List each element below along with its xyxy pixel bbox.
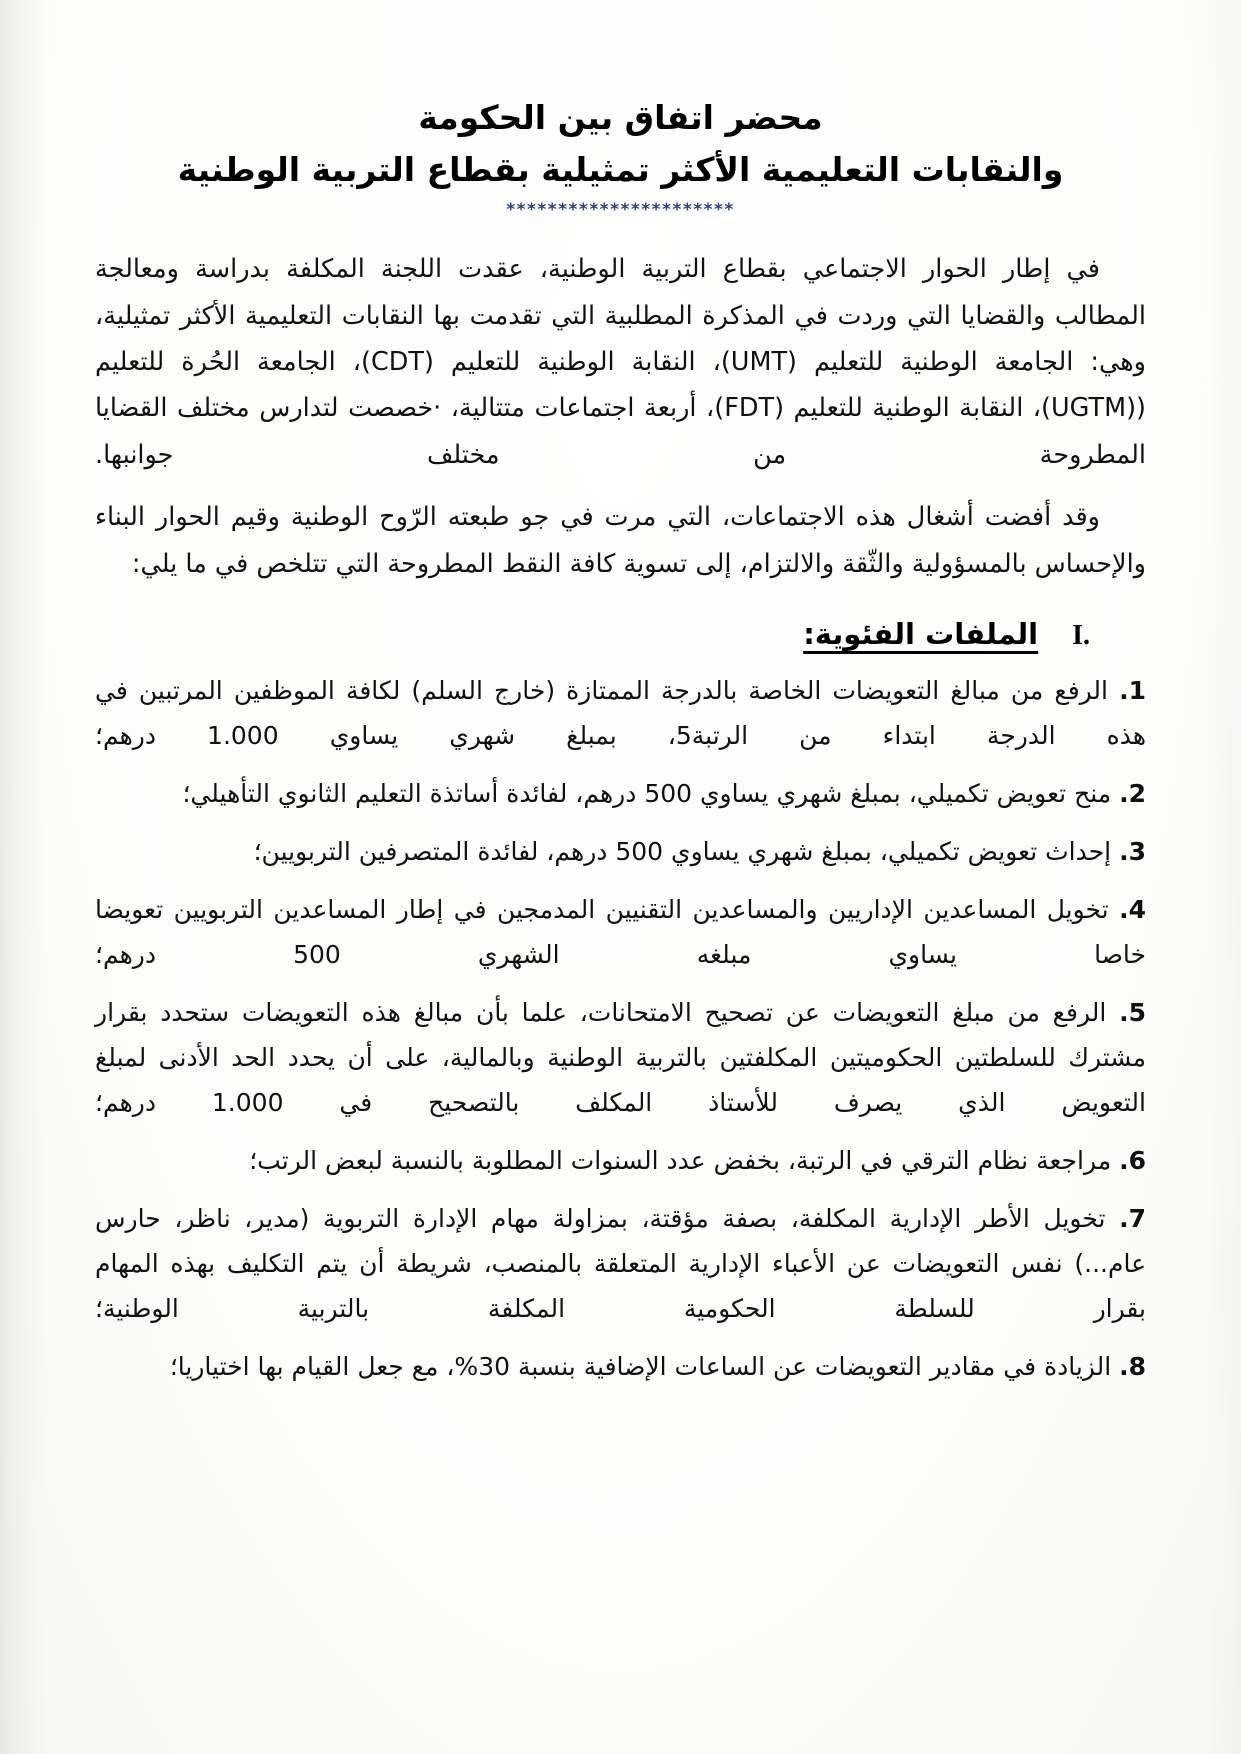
item-number: 3. — [1119, 837, 1146, 867]
item-text: الرفع من مبالغ التعويضات الخاصة بالدرجة الممتازة (خارج السلم) لكافة الموظفين المرتبين في هذه الدرجة ابتداء من الرتبة5، بمبلغ شهري يساوي 1.000 درهم؛ — [95, 676, 1147, 751]
list-item — [95, 771, 1146, 816]
item-text: منح تعويض تكميلي، بمبلغ شهري يساوي 500 درهم، لفائدة أساتذة التعليم الثانوي التأهيلي؛ — [182, 779, 1112, 809]
item-text: الرفع من مبلغ التعويضات عن تصحيح الامتحانات، علما بأن مبالغ هذه التعويضات ستحدد بقرار مشترك للسلطتين الحكوميتين المكلفتين بالتربية الوطنية وبالمالية، على أن يحدد الحد الأدنى لمبلغ التعويض الذي يصرف للأستاذ المكلف بالتصحيح في 1.000 درهم؛ — [95, 998, 1146, 1118]
item-number: 1. — [1119, 676, 1146, 706]
intro-paragraph-2: وقد أفضت أشغال هذه الاجتماعات، التي مرت في جو طبعته الرّوح الوطنية وقيم الحوار البناء والإحساس بالمسؤولية والثّقة والالتزام، إلى تسوية كافة النقط المطروحة التي تتلخص في ما يلي: — [95, 502, 1146, 579]
asterisk-separator: ********************** — [506, 200, 735, 221]
title-line-1: محضر اتفاق بين الحكومة — [418, 98, 823, 137]
scan-edge-left — [0, 0, 46, 1754]
list-item — [95, 829, 1146, 874]
item-text: مراجعة نظام الترقي في الرتبة، بخفض عدد السنوات المطلوبة بالنسبة لبعض الرتب؛ — [249, 1146, 1112, 1176]
section-heading-categorical-files — [95, 617, 1146, 652]
item-number: 5. — [1119, 998, 1146, 1028]
list-item — [95, 1138, 1146, 1183]
item-number: 2. — [1119, 779, 1146, 809]
list-item — [95, 668, 1146, 758]
section-title: الملفات الفئوية: — [803, 617, 1039, 652]
page-title — [95, 0, 1146, 196]
item-text: الزيادة في مقادير التعويضات عن الساعات الإضافية بنسبة 30%، مع جعل القيام بها اختياريا؛ — [169, 1352, 1112, 1382]
intro-paragraph-1: في إطار الحوار الاجتماعي بقطاع التربية الوطنية، عقدت اللجنة المكلفة بدراسة ومعالجة المطالب والقضايا التي وردت في المذكرة المطلبية التي تقدمت بها النقابات التعليمية الأكثر تمثيلية، وهي: الجامعة الوطنية للتعليم (UMT)، النقابة الوطنية للتعليم (CDT)، الجامعة الحُرة للتعليم ((UGTM)، النقابة الوطنية للتعليم (FDT)، أربعة اجتماعات متتالية، ·خصصت لتدارس مختلف القضايا المطروحة من مختلف جوانبها. — [95, 254, 1146, 470]
section-number: I. — [1072, 620, 1090, 652]
item-text: إحداث تعويض تكميلي، بمبلغ شهري يساوي 500 درهم، لفائدة المتصرفين التربويين؛ — [253, 837, 1112, 867]
numbered-items-list — [95, 668, 1146, 1389]
item-number: 8. — [1119, 1352, 1146, 1382]
title-line-2: والنقابات التعليمية الأكثر تمثيلية بقطاع التربية الوطنية — [177, 150, 1064, 190]
item-text: تخويل المساعدين الإداريين والمساعدين التقنيين المدمجين في إطار المساعدين التربويين تعويضا خاصا يساوي مبلغه الشهري 500 درهم؛ — [95, 895, 1146, 970]
list-item — [95, 887, 1146, 977]
list-item — [95, 990, 1146, 1125]
scan-edge-right — [1207, 0, 1241, 1754]
item-number: 4. — [1119, 895, 1146, 925]
item-number: 7. — [1119, 1204, 1146, 1234]
item-number: 6. — [1119, 1146, 1146, 1176]
item-text: تخويل الأطر الإدارية المكلفة، بصفة مؤقتة، بمزاولة مهام الإدارة التربوية (مدير، ناظر، حارس عام...) نفس التعويضات عن الأعباء الإدارية المتعلقة بالمنصب، شريطة أن يتم التكليف بهذه المهام بقرار للسلطة الحكومية المكلفة بالتربية الوطنية؛ — [95, 1204, 1146, 1324]
list-item — [95, 1344, 1146, 1389]
list-item — [95, 1196, 1146, 1331]
